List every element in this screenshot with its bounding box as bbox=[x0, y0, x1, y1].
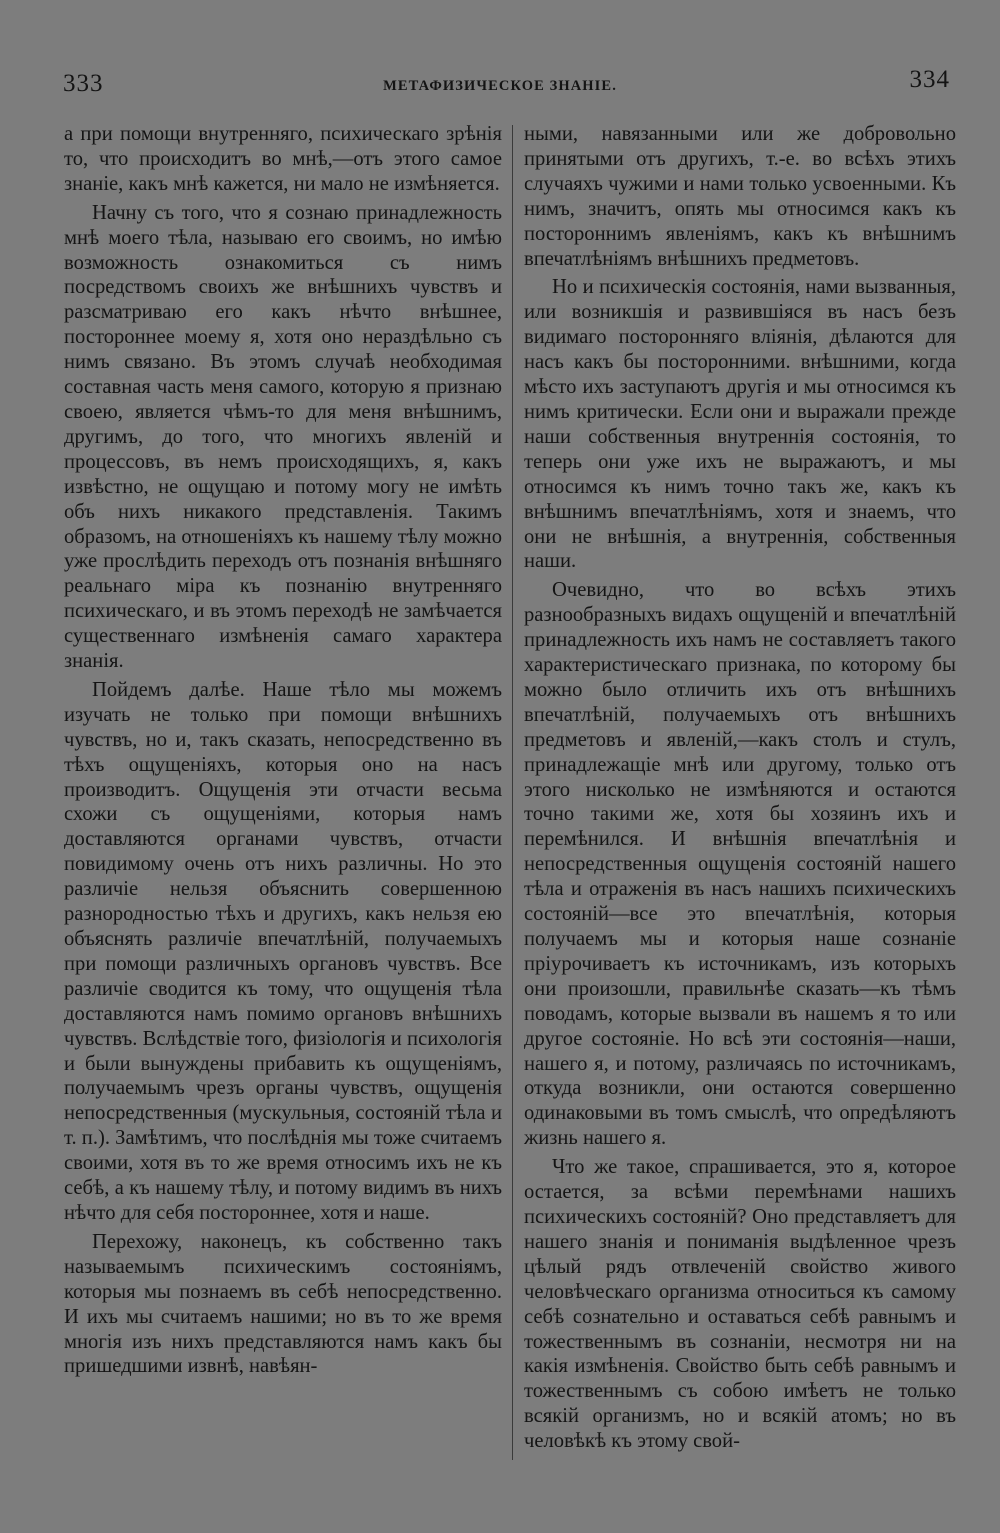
page-header bbox=[0, 62, 1000, 102]
left-paragraph-3: Пойдемъ далѣе. Наше тѣло мы можемъ изучать не только при помощи внѣшнихъ чувствъ, но и, такъ сказать, непосредственно въ тѣхъ ощущеніяхъ, которыя оно на насъ производитъ. Ощущенія эти отчасти весьма схожи съ ощущеніями, которыя намъ доставляются органами чувствъ, отчасти повидимому очень отъ нихъ различны. Но это различіе нельзя объяснить совершенною разнородностью тѣхъ и другихъ, какъ нельзя ею объяснять различіе впечатлѣній, получаемыхъ при помощи различныхъ органовъ чувствъ. Все различіе сводится къ тому, что ощущенія тѣла доставляются намъ помимо органовъ внѣшнихъ чувствъ. Вслѣдствіе того, физіологія и психологія и были вынуждены прибавить къ ощущеніямъ, получаемымъ чрезъ органы чувствъ, ощущенія непосредственныя (мускульныя, состояній тѣла и т. п.). Замѣтимъ, что послѣднія мы тоже считаемъ своими, хотя въ то же время относимъ ихъ не къ себѣ, а къ нашему тѣлу, и потому видимъ въ нихъ нѣчто для себя постороннее, хотя и наше. bbox=[64, 678, 502, 1224]
right-page-number: 334 bbox=[909, 66, 950, 93]
right-paragraph-3: Очевидно, что во всѣхъ этихъ разнообразныхъ видахъ ощущеній и впечатлѣній принадлежность ихъ намъ не составляетъ такого характеристическаго признака, по которому бы можно было отличить ихъ отъ внѣшнихъ впечатлѣній, получаемыхъ отъ внѣшнихъ предметовъ и явленій,—какъ столъ и стулъ, принадлежащіе мнѣ или другому, только отъ этого нисколько не измѣняются и остаются точно такими же, хотя бы хозяинъ ихъ и перемѣнился. И внѣшнія впечатлѣнія и непосредственныя ощущенія состояній нашего тѣла и отраженія въ насъ нашихъ психическихъ состояній—все это впечатлѣнія, которыя получаемъ мы и которыя наше сознаніе пріурочиваетъ къ источникамъ, изъ которыхъ они произошли, правильнѣе сказать—къ тѣмъ поводамъ, которые вызвали въ нашемъ я то или другое состояніе. Но всѣ эти состоянія—наши, нашего я, и потому, различаясь по источникамъ, откуда возникли, они остаются совершенно одинаковыми въ томъ смыслѣ, что опредѣляютъ жизнь нашего я. bbox=[524, 579, 956, 1150]
left-page-number: 333 bbox=[63, 70, 104, 97]
left-paragraph-1: а при помощи внутренняго, психическаго зрѣнія то, что происходитъ во мнѣ,—отъ этого самое знаніе, какъ мнѣ кажется, ни мало не измѣняется. bbox=[64, 123, 502, 195]
left-paragraph-4: Перехожу, наконецъ, къ собственно такъ называемымъ психическимъ состояніямъ, которыя мы познаемъ въ себѣ непосредственно. И ихъ мы считаемъ нашими; но въ то же время многія изъ нихъ представляются намъ какъ бы пришедшими извнѣ, навѣян- bbox=[64, 1230, 502, 1378]
running-title: МЕТАФИЗИЧЕСКОЕ ЗНАНІЕ. bbox=[383, 78, 617, 94]
left-paragraph-2: Начну съ того, что я сознаю принадлежность мнѣ моего тѣла, называю его своимъ, но имѣю возможность ознакомиться съ нимъ посредствомъ своихъ же внѣшнихъ чувствъ и разсматриваю его какъ нѣчто внѣшнее, постороннее моему я, хотя оно нераздѣльно съ нимъ связано. Въ этомъ случаѣ необходимая составная часть меня самого, которую я признаю своею, является чѣмъ-то для меня внѣшнимъ, другимъ, до того, что многихъ явленій и процессовъ, въ немъ происходящихъ, я, какъ извѣстно, не ощущаю и потому могу не имѣть объ нихъ никакого представленія. Такимъ образомъ, на отношеніяхъ къ нашему тѣлу можно уже прослѣдить переходъ отъ познанія внѣшняго реальнаго міра къ познанію внутренняго психическаго, и въ этомъ переходѣ не замѣчается существеннаго измѣненія самаго характера знанія. bbox=[64, 201, 502, 673]
right-paragraph-1: ными, навязанными или же добровольно принятыми отъ другихъ, т.-е. во всѣхъ этихъ случаяхъ чужими и нами только усвоенными. Къ нимъ, значитъ, опять мы относимся какъ къ постороннимъ явленіямъ, какъ къ внѣшнимъ впечатлѣніямъ внѣшнихъ предметовъ. bbox=[524, 123, 956, 270]
right-paragraph-2: Но и психическія состоянія, нами вызванныя, или возникшія и развившіяся въ насъ безъ видимаго посторонняго вліянія, дѣлаются для насъ какъ бы посторонними. внѣшними, когда мѣсто ихъ заступаютъ другія и мы относимся къ нимъ критически. Если они и выражали прежде наши собственныя внутреннія состоянія, то теперь они уже ихъ не выражаютъ, и мы относимся къ нимъ точно такъ же, какъ къ внѣшнимъ впечатлѣніямъ, хотя и знаемъ, что они не внѣшнія, а внутреннія, собственныя наши. bbox=[524, 276, 956, 573]
left-column bbox=[64, 122, 502, 1379]
right-column bbox=[524, 122, 956, 1454]
column-divider bbox=[512, 125, 513, 1460]
right-paragraph-4: Что же такое, спрашивается, это я, которое остается, за всѣми перемѣнами нашихъ психическихъ состояній? Оно представляетъ для нашего знанія и пониманія выдѣленное чрезъ цѣлый рядъ отвлеченій свойство живого человѣческаго организма относиться къ самому себѣ сознательно и оставаться себѣ равнымъ и тожественнымъ въ сознаніи, несмотря ни на какія измѣненія. Свойство быть себѣ равнымъ и тожественнымъ съ собою имѣетъ не только всякій организмъ, но и всякій атомъ; но въ человѣкѣ къ этому свой- bbox=[524, 1156, 956, 1453]
